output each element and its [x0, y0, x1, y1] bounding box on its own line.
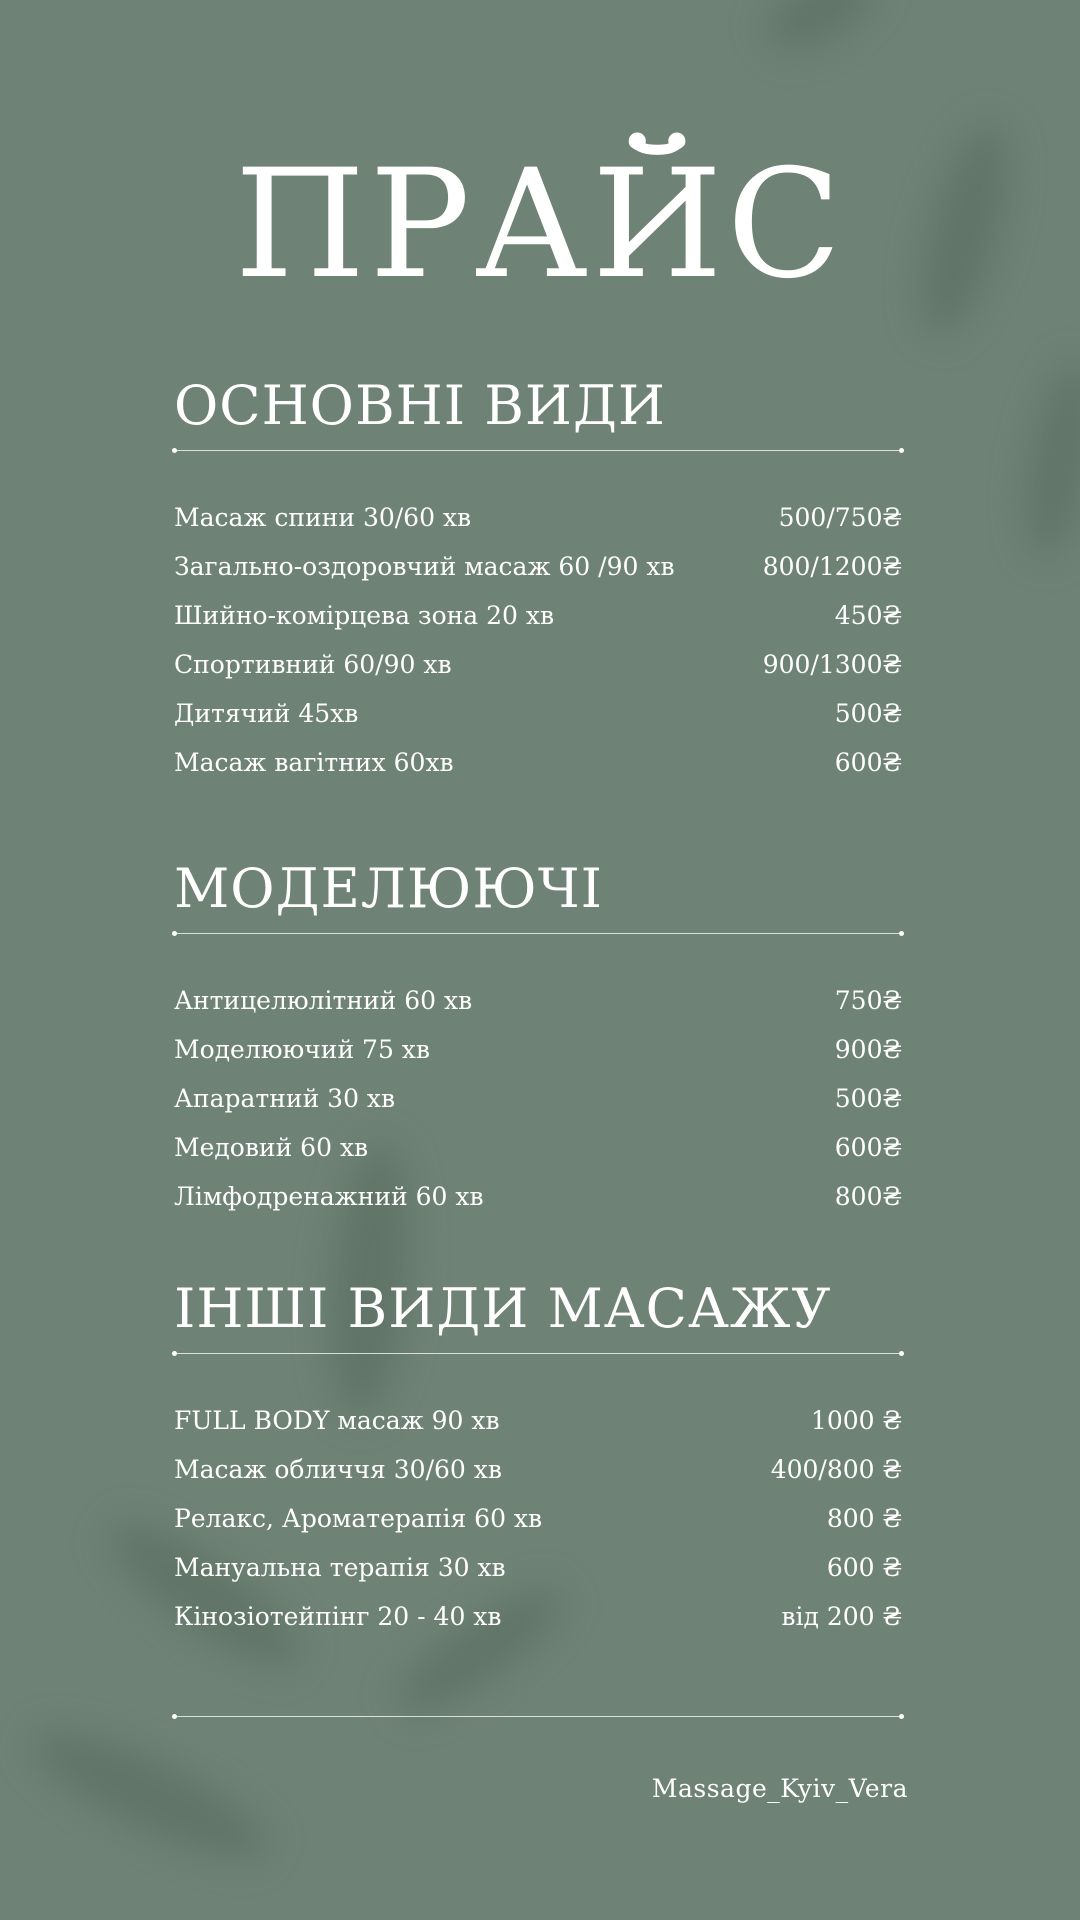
service-price: 600₴ [834, 748, 902, 777]
price-list [174, 1406, 902, 1651]
section-basic [174, 374, 902, 797]
footer-divider [174, 1716, 902, 1717]
price-list [174, 503, 902, 797]
service-price: 800₴ [834, 1182, 902, 1211]
section-divider [174, 1353, 902, 1354]
service-name: Спортивний 60/90 хв [174, 650, 452, 679]
price-list [174, 986, 902, 1231]
service-name: Масаж обличчя 30/60 хв [174, 1455, 502, 1484]
price-row [174, 1406, 902, 1455]
section-title: ІНШІ ВИДИ МАСАЖУ [174, 1277, 832, 1340]
leaf-shadow-decoration [753, 0, 887, 66]
service-price: 500₴ [834, 699, 902, 728]
service-name: Мануальна терапія 30 хв [174, 1553, 506, 1582]
service-price: 750₴ [834, 986, 902, 1015]
service-price: 1000 ₴ [810, 1406, 902, 1435]
service-price: 450₴ [834, 601, 902, 630]
service-price: 500₴ [834, 1084, 902, 1113]
service-name: Апаратний 30 хв [174, 1084, 396, 1113]
section-divider [174, 450, 902, 451]
service-name: Антицелюлітний 60 хв [174, 986, 473, 1015]
price-row [174, 986, 902, 1035]
section-divider [174, 933, 902, 934]
section-other [174, 1277, 902, 1651]
price-row [174, 1133, 902, 1182]
service-name: Масаж вагітних 60хв [174, 748, 454, 777]
price-row [174, 552, 902, 601]
service-name: Релакс, Ароматерапія 60 хв [174, 1504, 543, 1533]
service-price: 900₴ [834, 1035, 902, 1064]
price-row [174, 1035, 902, 1084]
service-name: Дитячий 45хв [174, 699, 359, 728]
service-name: Медовий 60 хв [174, 1133, 369, 1162]
service-price: 600 ₴ [826, 1553, 902, 1582]
service-name: FULL BODY масаж 90 хв [174, 1406, 500, 1435]
price-row [174, 1084, 902, 1133]
page-title: ПРАЙС [234, 138, 846, 312]
service-name: Шийно-комірцева зона 20 хв [174, 601, 555, 630]
service-name: Загально-оздоровчий масаж 60 /90 хв [174, 552, 675, 581]
price-row [174, 1182, 902, 1231]
service-price: 800/1200₴ [762, 552, 902, 581]
service-price: 500/750₴ [778, 503, 902, 532]
price-row [174, 1455, 902, 1504]
service-name: Масаж спини 30/60 хв [174, 503, 472, 532]
service-name: Лімфодренажний 60 хв [174, 1182, 484, 1211]
brand-name: Massage_Kyiv_Vera [651, 1774, 908, 1803]
price-row [174, 1602, 902, 1651]
price-row [174, 503, 902, 552]
service-price: 800 ₴ [826, 1504, 902, 1533]
service-price: 400/800 ₴ [770, 1455, 902, 1484]
service-price: від 200 ₴ [781, 1602, 902, 1631]
service-price: 900/1300₴ [762, 650, 902, 679]
service-price: 600₴ [834, 1133, 902, 1162]
price-row [174, 1553, 902, 1602]
price-row [174, 601, 902, 650]
section-title: ОСНОВНІ ВИДИ [174, 374, 666, 437]
leaf-shadow-decoration [1013, 356, 1080, 563]
section-modeling [174, 857, 902, 1231]
service-name: Моделюючий 75 хв [174, 1035, 430, 1064]
section-title: МОДЕЛЮЮЧІ [174, 857, 603, 920]
service-name: Кінозіотейпінг 20 - 40 хв [174, 1602, 502, 1631]
price-row [174, 748, 902, 797]
price-row [174, 650, 902, 699]
price-row [174, 1504, 902, 1553]
leaf-shadow-decoration [17, 1708, 282, 1881]
price-row [174, 699, 902, 748]
